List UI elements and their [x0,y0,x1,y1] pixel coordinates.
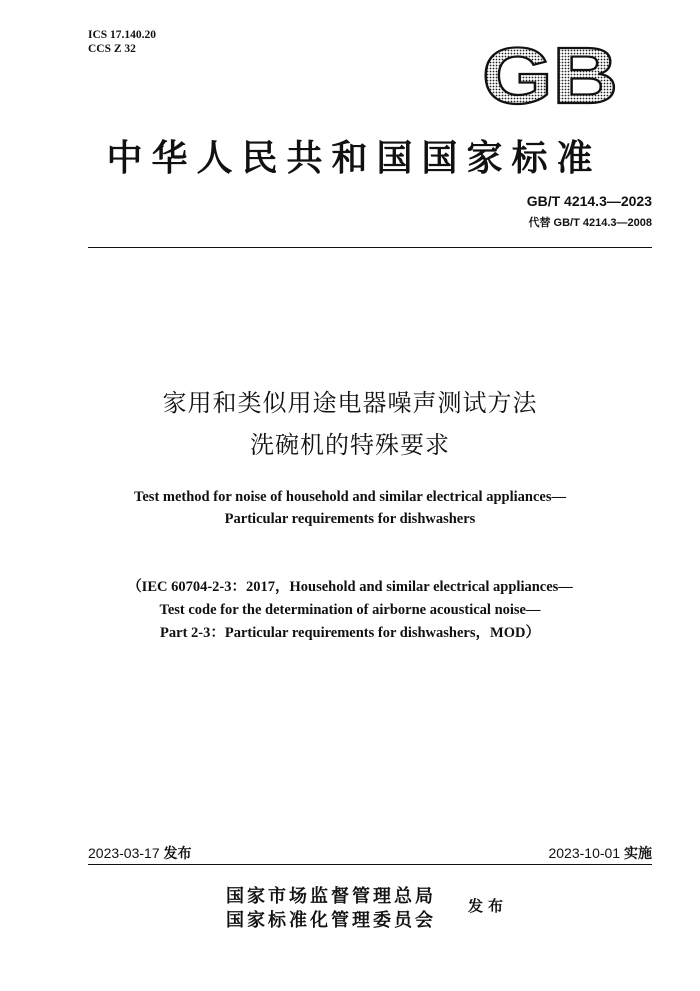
national-standard-title: 中华人民共和国国家标准 [106,137,602,179]
iec-reference-line-1: （IEC 60704-2-3：2017，Household and similar electrical appliances— [127,579,573,595]
issuer-line-1: 国家市场监督管理总局 [226,886,436,907]
gb-logo-text: GB [482,40,618,108]
ccs-code: CCS Z 32 [88,43,136,55]
gb-logo [480,40,620,108]
issue-date-block [88,843,192,863]
iec-reference-line-2: Test code for the determination of airborne acoustical noise— [159,602,541,618]
top-divider [88,247,652,248]
classification-codes [88,28,156,56]
english-title-line-1: Test method for noise of household and similar electrical appliances— [134,489,566,505]
issue-label: 发布 [163,846,192,862]
effective-date: 2023-10-01 [548,845,621,861]
effective-label: 实施 [624,846,652,862]
issue-date: 2023-03-17 [88,845,160,861]
iec-reference-line-3: Part 2-3：Particular requirements for dishwashers，MOD） [160,625,540,641]
effective-date-block [548,843,652,863]
issuer-line-2: 国家标准化管理委员会 [226,910,436,931]
ics-code: ICS 17.140.20 [88,29,157,41]
english-title-line-2: Particular requirements for dishwashers [224,511,476,527]
publish-label: 发布 [468,897,509,915]
standard-number: GB/T 4214.3—2023 [526,193,652,209]
chinese-title-line-1: 家用和类似用途电器噪声测试方法 [162,389,538,417]
bottom-divider [88,864,652,865]
chinese-title-line-2: 洗碗机的特殊要求 [250,431,450,459]
replaces-standard: 代替 GB/T 4214.3—2008 [528,217,652,229]
